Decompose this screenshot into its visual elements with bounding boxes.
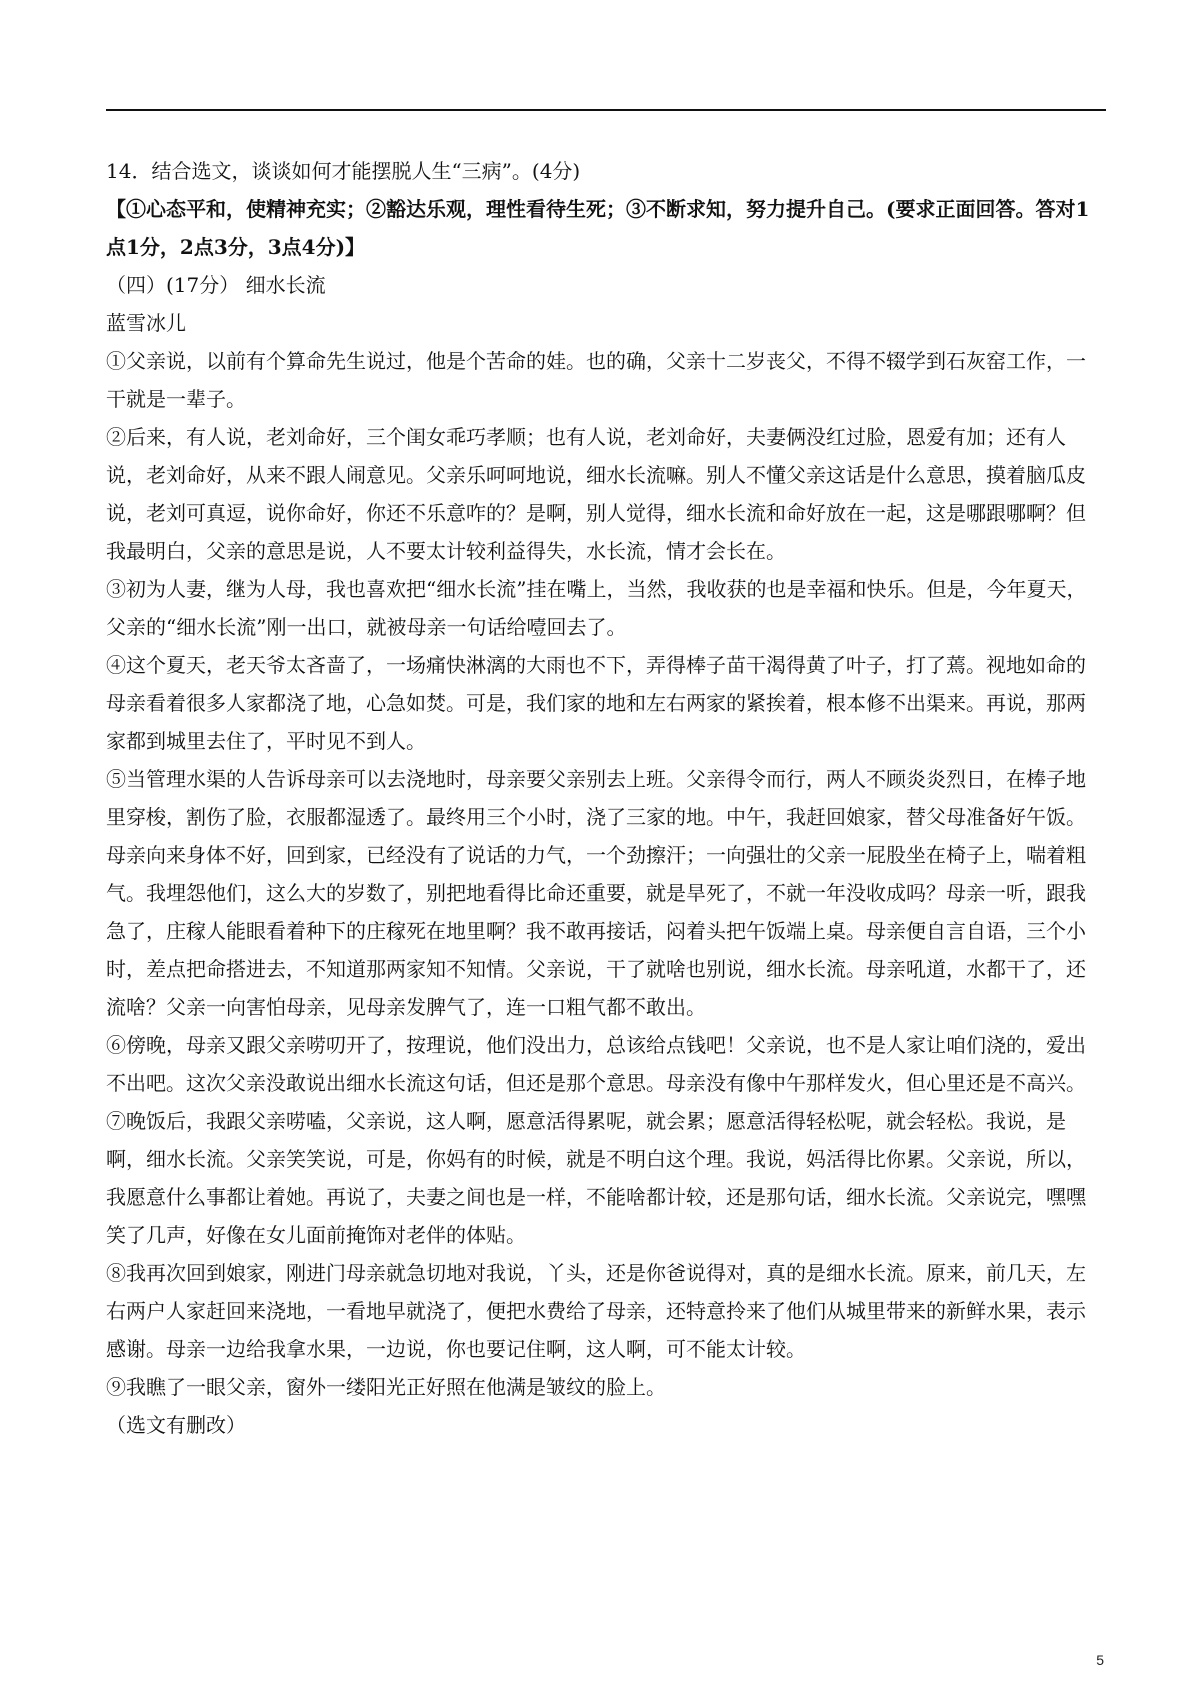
paragraph-4: ④这个夏天，老天爷太吝啬了，一场痛快淋漓的大雨也不下，弄得棒子苗干渴得黄了叶子，打了蔫。视地如命的母亲看着很多人家都浇了地，心急如焚。可是，我们家的地和左右两家的紧挨着，根本修不出渠来。再说，那两家都到城里去住了，平时见不到人。 — [106, 653, 1086, 753]
paragraph-3: ③初为人妻，继为人母，我也喜欢把“细水长流”挂在嘴上，当然，我收获的也是幸福和快乐。但是，今年夏天，父亲的“细水长流”刚一出口，就被母亲一句话给噎回去了。 — [106, 577, 1087, 639]
page-number: 5 — [1096, 1652, 1104, 1668]
edit-note: （选文有删改） — [106, 1413, 246, 1437]
answer-text: 【①心态平和，使精神充实；②豁达乐观，理性看待生死；③不断求知，努力提升自己。(要求正面回答。答对1点1分，2点3分，3点4分)】 — [106, 197, 1090, 259]
paragraph-7: ⑦晚饭后，我跟父亲唠嗑，父亲说，这人啊，愿意活得累呢，就会累；愿意活得轻松呢，就会轻松。我说，是啊，细水长流。父亲笑笑说，可是，你妈有的时候，就是不明白这个理。我说，妈活得比你累。父亲说，所以，我愿意什么事都让着她。再说了，夫妻之间也是一样，不能啥都计较，还是那句话，细水长流。父亲说完，嘿嘿笑了几声，好像在女儿面前掩饰对老伴的体贴。 — [106, 1109, 1086, 1247]
document-body — [106, 152, 1096, 1444]
paragraph-9: ⑨我瞧了一眼父亲，窗外一缕阳光正好照在他满是皱纹的脸上。 — [106, 1375, 666, 1399]
paragraph-6: ⑥傍晚，母亲又跟父亲唠叨开了，按理说，他们没出力，总该给点钱吧！父亲说，也不是人家让咱们浇的，爱出不出吧。这次父亲没敢说出细水长流这句话，但还是那个意思。母亲没有像中午那样发火，但心里还是不高兴。 — [106, 1033, 1086, 1095]
paragraph-8: ⑧我再次回到娘家，刚进门母亲就急切地对我说，丫头，还是你爸说得对，真的是细水长流。原来，前几天，左右两户人家赶回来浇地，一看地早就浇了，便把水费给了母亲，还特意拎来了他们从城里带来的新鲜水果，表示感谢。母亲一边给我拿水果，一边说，你也要记住啊，这人啊，可不能太计较。 — [106, 1261, 1086, 1361]
header-rule — [106, 109, 1106, 111]
paragraph-1: ①父亲说，以前有个算命先生说过，他是个苦命的娃。也的确，父亲十二岁丧父，不得不辍学到石灰窑工作，一干就是一辈子。 — [106, 349, 1086, 411]
author-name: 蓝雪冰儿 — [106, 311, 186, 335]
question-text: 14．结合选文，谈谈如何才能摆脱人生“三病”。(4分) — [106, 159, 581, 183]
paragraph-5: ⑤当管理水渠的人告诉母亲可以去浇地时，母亲要父亲别去上班。父亲得令而行，两人不顾炎炎烈日，在棒子地里穿梭，割伤了脸，衣服都湿透了。最终用三个小时，浇了三家的地。中午，我赶回娘家，替父母准备好午饭。母亲向来身体不好，回到家，已经没有了说话的力气，一个劲擦汗；一向强壮的父亲一屁股坐在椅子上，喘着粗气。我埋怨他们，这么大的岁数了，别把地看得比命还重要，就是旱死了，不就一年没收成吗？母亲一听，跟我急了，庄稼人能眼看着种下的庄稼死在地里啊？我不敢再接话，闷着头把午饭端上桌。母亲便自言自语，三个小时，差点把命搭进去，不知道那两家知不知情。父亲说，干了就啥也别说，细水长流。母亲吼道，水都干了，还流啥？父亲一向害怕母亲，见母亲发脾气了，连一口粗气都不敢出。 — [106, 767, 1086, 1019]
paragraph-2: ②后来，有人说，老刘命好，三个闺女乖巧孝顺；也有人说，老刘命好，夫妻俩没红过脸，恩爱有加；还有人说，老刘命好，从来不跟人闹意见。父亲乐呵呵地说，细水长流嘛。别人不懂父亲这话是什么意思，摸着脑瓜皮说，老刘可真逗，说你命好，你还不乐意咋的？是啊，别人觉得，细水长流和命好放在一起，这是哪跟哪啊？但我最明白，父亲的意思是说，人不要太计较利益得失，水长流，情才会长在。 — [106, 425, 1086, 563]
section-heading: （四）(17分） 细水长流 — [106, 273, 326, 297]
